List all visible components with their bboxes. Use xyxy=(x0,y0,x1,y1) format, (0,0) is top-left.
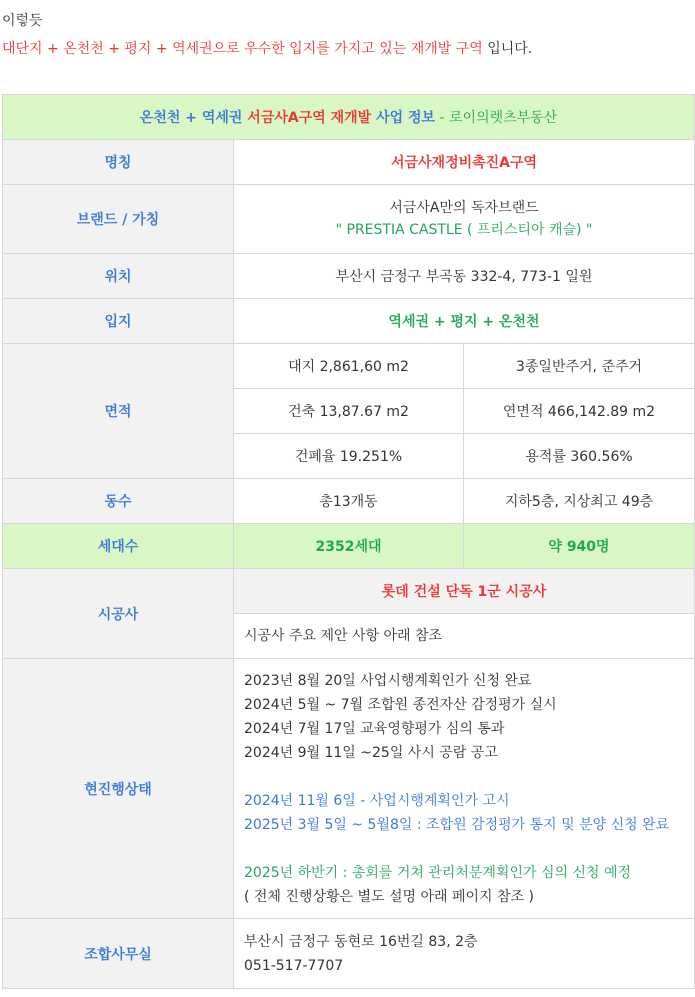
row-label-contractor: 시공사 xyxy=(3,569,234,659)
area-cell: 3종일반주거, 준주거 xyxy=(464,344,695,389)
row-value-name: 서금사재정비촉진A구역 xyxy=(234,140,695,185)
intro-line-1: 이렇듯 xyxy=(2,13,43,29)
table-row xyxy=(3,185,695,254)
table-row xyxy=(3,254,695,299)
row-value-brand xyxy=(234,185,695,254)
table-row xyxy=(3,344,695,389)
households-people: 약 940명 xyxy=(464,524,695,569)
status-item: 2024년 5월 ~ 7월 조합원 종전자산 감정평가 실시 xyxy=(244,696,557,713)
project-info-table xyxy=(2,94,695,989)
row-label-status: 현진행상태 xyxy=(3,659,234,919)
households-count: 2352세대 xyxy=(234,524,464,569)
table-row xyxy=(3,659,695,919)
status-item: 2024년 9월 11일 ~25일 사시 공람 공고 xyxy=(244,744,498,761)
contractor-name: 롯데 건설 단독 1군 시공사 xyxy=(234,569,695,614)
table-row xyxy=(3,524,695,569)
row-label-brand: 브랜드 / 가칭 xyxy=(3,185,234,254)
buildings-floors: 지하5층, 지상최고 49층 xyxy=(464,479,695,524)
status-item: 2025년 3월 5일 ~ 5월8일 : 조합원 감정평가 통지 및 분양 신청 완료 xyxy=(244,816,670,833)
intro-suffix: 입니다. xyxy=(482,41,533,57)
intro-line-2 xyxy=(2,38,532,60)
area-cell: 용적률 360.56% xyxy=(464,434,695,479)
office-details xyxy=(234,919,695,989)
contractor-note: 시공사 주요 제안 사항 아래 참조 xyxy=(234,614,695,659)
row-value-site: 역세권 + 평지 + 온천천 xyxy=(234,299,695,344)
status-note: ( 전체 진행상황은 별도 설명 아래 페이지 참조 ) xyxy=(244,888,534,905)
area-cell: 연면적 466,142.89 m2 xyxy=(464,389,695,434)
buildings-count: 총13개동 xyxy=(234,479,464,524)
row-label-name: 명칭 xyxy=(3,140,234,185)
status-item: 2023년 8월 20일 사업시행계획인가 신청 완료 xyxy=(244,672,532,689)
title-source: - 로이의렛츠부동산 xyxy=(435,110,558,126)
title-part-3: 사업 정보 xyxy=(371,110,436,126)
table-title xyxy=(3,95,695,140)
brand-line-2: " PRESTIA CASTLE ( 프리스티아 캐슬) " xyxy=(335,222,593,238)
intro-text xyxy=(2,10,532,60)
row-value-location: 부산시 금정구 부곡동 332-4, 773-1 일원 xyxy=(234,254,695,299)
row-label-households: 세대수 xyxy=(3,524,234,569)
table-row xyxy=(3,919,695,989)
title-part-1: 온천천 + 역세권 xyxy=(139,110,248,126)
row-label-area: 면적 xyxy=(3,344,234,479)
status-item: 2024년 11월 6일 - 사업시행계획인가 고시 xyxy=(244,792,510,809)
intro-highlight: 대단지 + 온천천 + 평지 + 역세권으로 우수한 입지를 가지고 있는 재개발 구역 xyxy=(2,41,483,57)
row-label-buildings: 동수 xyxy=(3,479,234,524)
table-row xyxy=(3,299,695,344)
brand-line-1: 서금사A만의 독자브랜드 xyxy=(389,200,539,216)
table-header-row xyxy=(3,95,695,140)
title-part-2: 서금사A구역 재개발 xyxy=(247,110,372,126)
row-label-office: 조합사무실 xyxy=(3,919,234,989)
row-label-site: 입지 xyxy=(3,299,234,344)
area-cell: 건폐율 19.251% xyxy=(234,434,464,479)
area-cell: 건축 13,87.67 m2 xyxy=(234,389,464,434)
area-cell: 대지 2,861,60 m2 xyxy=(234,344,464,389)
status-details xyxy=(234,659,695,919)
office-address: 부산시 금정구 동현로 16번길 83, 2층 xyxy=(244,933,478,950)
row-label-location: 위치 xyxy=(3,254,234,299)
office-phone: 051-517-7707 xyxy=(244,957,344,974)
table-row xyxy=(3,569,695,614)
table-row xyxy=(3,140,695,185)
status-item: 2024년 7월 17일 교육영향평가 심의 통과 xyxy=(244,720,505,737)
status-item: 2025년 하반기 : 총회를 거쳐 관리처분계획인가 심의 신청 예정 xyxy=(244,864,631,881)
table-row xyxy=(3,479,695,524)
